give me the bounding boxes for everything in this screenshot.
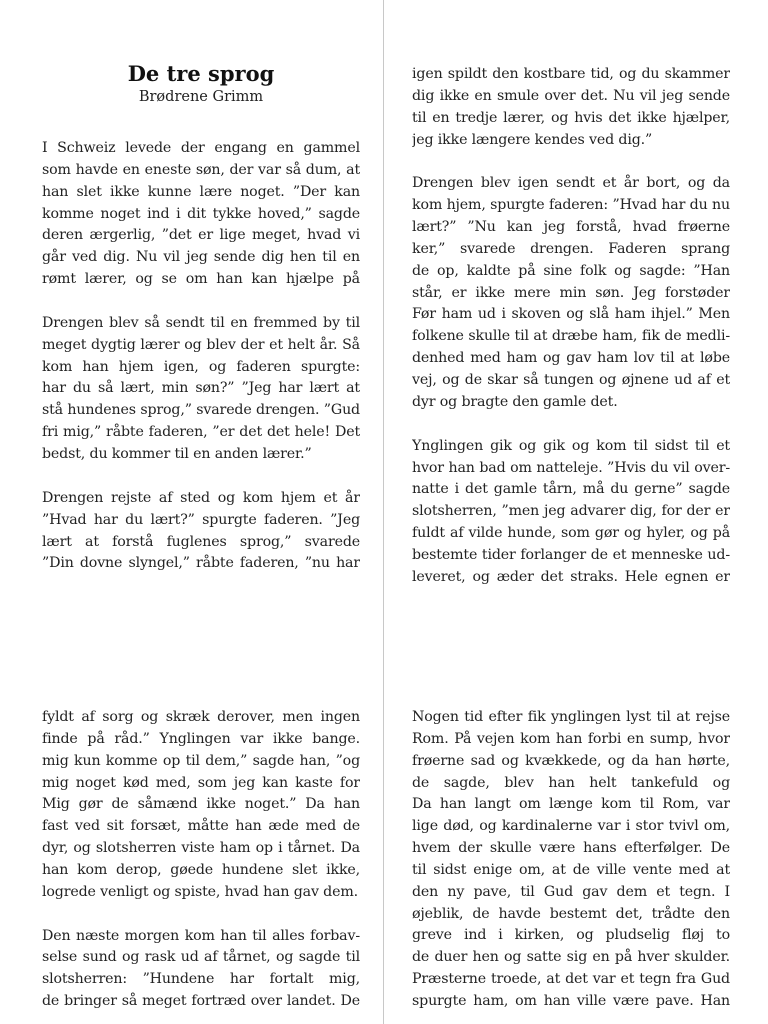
paragraph [42, 138, 360, 291]
text-line: Den næste morgen kom han til alles forbav- [42, 927, 360, 944]
text-line: Ynglingen gik og gik og kom til sidst til et [412, 437, 730, 454]
text-body [42, 138, 360, 575]
text-line: denhed med ham og gav ham lov til at løbe [412, 350, 730, 367]
text-body [412, 707, 730, 1013]
text-line: bestemte tider forlanger de et menneske ud- [412, 546, 730, 563]
text-line: Rom. På vejen kom han forbi en sump, hvor [412, 730, 730, 747]
text-line: de sagde, blev han helt tankefuld og [412, 774, 730, 791]
text-line: mig noget kød med, som jeg kan kaste for [42, 774, 360, 791]
text-line: rømt lærer, og se om han kan hjælpe på [42, 271, 360, 288]
panel-top-right [412, 64, 730, 604]
text-line: de op, kaldte på sine folk og sagde: ”Han [412, 262, 730, 279]
text-line: den ny pave, til Gud gav dem et tegn. I [412, 883, 730, 900]
panel-top-left [42, 60, 360, 620]
text-line: til sidst enige om, at de ville vente med at [412, 861, 730, 878]
text-line: mig kun komme op til dem,” sagde han, ”og [42, 752, 360, 769]
paragraph [412, 707, 730, 1013]
text-line: Præsterne troede, at det var et tegn fra Gud [412, 971, 730, 988]
text-line: går ved dig. Nu vil jeg sende dig hen til en [42, 249, 360, 266]
text-line: Mig gør de såmænd ikke noget.” Da han [42, 796, 360, 813]
text-line: folkene skulle til at dræbe ham, fik de medli- [412, 328, 730, 345]
text-line: kom hjem, spurgte faderen: ”Hvad har du nu [412, 197, 730, 214]
text-line: de bringer så meget fortræd over landet. De [42, 993, 360, 1010]
text-line: Før ham ud i skoven og slå ham ihjel.” Men [412, 306, 730, 323]
text-line: Da han langt om længe kom til Rom, var [412, 796, 730, 813]
text-line: han slet ikke kunne lære noget. ”Der kan [42, 183, 360, 200]
paragraph [412, 173, 730, 413]
panel-bottom-left [42, 707, 360, 1024]
text-line: frøerne sad og kvækkede, og da han hørte, [412, 752, 730, 769]
story-title: De tre sprog [127, 61, 275, 86]
text-body [412, 64, 730, 589]
story-author: Brødrene Grimm [138, 89, 264, 105]
text-line: bedst, du kommer til en anden lærer.” [42, 445, 312, 462]
paragraph [42, 926, 360, 1013]
text-line: til en tredje lærer, og hvis det ikke hjælper, [412, 109, 730, 126]
text-line: som havde en eneste søn, der var så dum, at [42, 161, 360, 178]
text-line: fyldt af sorg og skræk derover, men ingen [42, 709, 360, 725]
text-line: han kom derop, gøede hundene slet ikke, [42, 861, 360, 878]
text-line: dyr og bragte den gamle det. [412, 393, 618, 410]
panel-bottom-right [412, 707, 730, 1024]
text-line: logrede venligt og spiste, hvad han gav dem. [42, 883, 359, 900]
text-line: spurgte ham, om han ville være pave. Han [412, 992, 730, 1009]
text-line: stå hundenes sprog,” svarede drengen. ”Gud [42, 402, 360, 419]
text-line: natte i det gamle tårn, må du gerne” sagde [412, 481, 730, 498]
text-line: hvor han bad om natteleje. ”Hvis du vil over- [412, 459, 730, 476]
text-line: lært?” ”Nu kan jeg forstå, hvad frøerne [412, 219, 730, 236]
text-body [42, 707, 360, 1013]
text-line: selse sund og rask ud af tårnet, og sagde til [42, 949, 360, 966]
text-line: slotsherren, ”men jeg advarer dig, for der er [412, 503, 730, 520]
column-divider [383, 0, 384, 1024]
text-line: greve ind i kirken, og pludselig fløj to [412, 927, 730, 944]
paragraph [42, 488, 360, 575]
text-line: ker,” svarede drengen. Faderen sprang [412, 240, 730, 257]
text-line: Drengen rejste af sted og kom hjem et år [42, 489, 360, 506]
paragraph [42, 707, 360, 904]
text-line: lært at forstå fuglenes sprog,” svarede [42, 533, 360, 550]
text-line: Drengen blev igen sendt et år bort, og da [412, 175, 730, 192]
text-line: meget dygtig lærer og blev der et helt år. Så [42, 336, 360, 353]
paragraph [42, 313, 360, 466]
text-line: slotsherren: ”Hundene har fortalt mig, [42, 971, 360, 988]
text-line: øjeblik, de havde bestemt det, trådte den [412, 905, 730, 922]
text-line: Drengen blev så sendt til en fremmed by til [42, 314, 360, 331]
text-line: finde på råd.” Ynglingen var ikke bange. [42, 730, 360, 747]
paragraph [412, 64, 730, 151]
text-line: vej, og de skar så tungen og øjnene ud af et [412, 371, 730, 388]
text-line: ”Hvad har du lært?” spurgte faderen. ”Jeg [42, 511, 360, 528]
text-line: dyr, og slotsherren viste ham op i tårnet. Da [42, 840, 360, 857]
text-line: lige død, og kardinalerne var i stor tvivl om, [412, 818, 730, 835]
text-line: kom han hjem igen, og faderen spurgte: [42, 358, 360, 375]
text-line: har du så lært, min søn?” ”Jeg har lært at [42, 380, 360, 397]
text-line: jeg ikke længere kendes ved dig.” [412, 131, 653, 148]
text-line: hvem der skulle være hans efterfølger. De [412, 840, 730, 857]
text-line: fuldt af vilde hunde, som gør og hyler, og på [412, 525, 730, 542]
text-line: dig ikke en smule over det. Nu vil jeg sende [412, 87, 730, 104]
text-line: igen spildt den kostbare tid, og du skammer [412, 66, 730, 82]
text-line: står, er ikke mere min søn. Jeg forstøder [412, 284, 730, 301]
text-line: fast ved sit forsæt, måtte han æde med de [42, 818, 360, 835]
paragraph [412, 436, 730, 589]
text-line: fri mig,” råbte faderen, ”er det det hele! Det [42, 424, 360, 441]
text-line: I Schweiz levede der engang en gammel [42, 140, 360, 156]
text-line: ”Din dovne slyngel,” råbte faderen, ”nu har [42, 555, 360, 572]
text-line: deren ærgerlig, ”det er lige meget, hvad vi [42, 227, 360, 244]
text-line: leveret, og æder det straks. Hele egnen er [412, 568, 730, 585]
text-line: Nogen tid efter fik ynglingen lyst til at rejse [412, 709, 730, 725]
text-line: komme noget ind i dit tykke hoved,” sagde [42, 205, 360, 222]
text-line: de duer hen og satte sig en på hver skulder. [412, 949, 730, 966]
